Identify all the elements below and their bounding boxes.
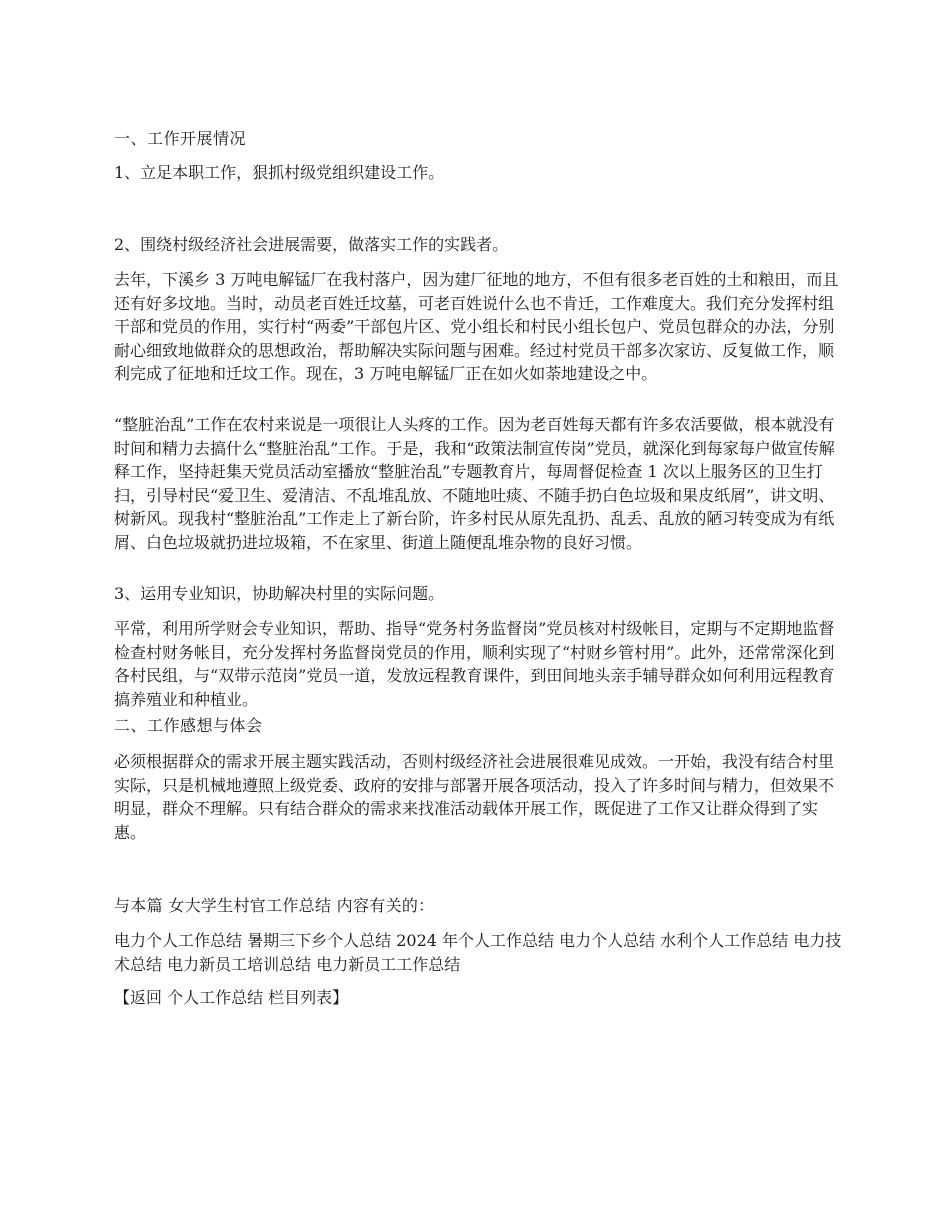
related-articles-list — [114, 929, 842, 976]
section-item-2: 2、围绕村级经济社会进展需要，做落实工作的实践者。 — [114, 235, 509, 254]
related-link[interactable]: 电力新员工工作总结 — [316, 954, 461, 974]
related-link[interactable]: 电力技术总结 — [114, 931, 842, 974]
paragraph-sanitation: “整脏治乱”工作在农村来说是一项很让人头疼的工作。因为老百姓每天都有许多农活要做，根本就没有时间和精力去搞什么“整脏治乱”工作。于是，我和“政策法制宣传岗”党员，就深化到每家每户做宣传解释工作，坚持赶集天党员活动室播放“整脏治乱”专题教育片，每周督促检查 1 次以上服务区的卫生打扫，引导村民“爱卫生、爱清洁、不乱堆乱放、不随地吐痰、不随手扔白色垃圾和果皮纸屑”，讲文明、树新风。现我村“整脏治乱”工作走上了新台阶，许多村民从原先乱扔、乱丢、乱放的陋习转变成为有纸屑、白色垃圾就扔进垃圾箱，不在家里、街道上随便乱堆杂物的良好习惯。 — [114, 415, 835, 552]
paragraph-finance: 平常，利用所学财会专业知识，帮助、指导“党务村务监督岗”党员核对村级帐目，定期与不定期地监督检查村财务帐目，充分发挥村务监督岗党员的作用，顺利实现了“村财乡管村用”。此外，还常常深化到各村民组，与“双带示范岗”党员一道，发放远程教育课件，到田间地头亲手辅导群众如何利用远程教育搞养殖业和种植业。 — [114, 619, 835, 709]
related-link[interactable]: 水利个人工作总结 — [660, 931, 789, 950]
section-item-1: 1、立足本职工作，狠抓村级党组织建设工作。 — [114, 163, 445, 182]
related-link[interactable]: 2024 年个人工作总结 — [396, 931, 555, 950]
paragraph-reflection: 必须根据群众的需求开展主题实践活动，否则村级经济社会进展很难见成效。一开始，我没有结合村里实际，只是机械地遵照上级党委、政府的安排与部署开展各项活动，投入了许多时间与精力，但效果不明显，群众不理解。只有结合群众的需求来找准活动载体开展工作，既促进了工作又让群众得到了实惠。 — [114, 752, 835, 842]
section-heading-1: 一、工作开展情况 — [114, 129, 247, 148]
related-link[interactable]: 暑期三下乡个人总结 — [247, 931, 392, 950]
related-link[interactable]: 电力个人工作总结 — [114, 931, 243, 950]
paragraph-land-acquisition: 去年，下溪乡 3 万吨电解锰厂在我村落户，因为建厂征地的地方，不但有很多老百姓的土和粮田，而且还有好多坟地。当时，动员老百姓迁坟墓，可老百姓说什么也不肯迁，工作难度大。我们充分发挥村组干部和党员的作用，实行村“两委”干部包片区、党小组长和村民小组长包户、党员包群众的办法，分别耐心细致地做群众的思想政治，帮助解决实际问题与困难。经过村党员干部多次家访、反复做工作，顺利完成了征地和迁坟工作。现在，3 万吨电解锰厂正在如火如荼地建设之中。 — [114, 270, 839, 383]
section-heading-2: 二、工作感想与体会 — [114, 716, 263, 735]
back-to-column-link[interactable] — [114, 986, 842, 1010]
section-item-3: 3、运用专业知识，协助解决村里的实际问题。 — [114, 584, 445, 603]
back-link[interactable]: 【返回 个人工作总结 栏目列表】 — [114, 988, 349, 1007]
related-articles-label: 与本篇 女大学生村官工作总结 内容有关的： — [114, 896, 435, 915]
related-link[interactable]: 电力新员工培训总结 — [167, 954, 312, 974]
related-link[interactable]: 电力个人总结 — [559, 931, 656, 950]
